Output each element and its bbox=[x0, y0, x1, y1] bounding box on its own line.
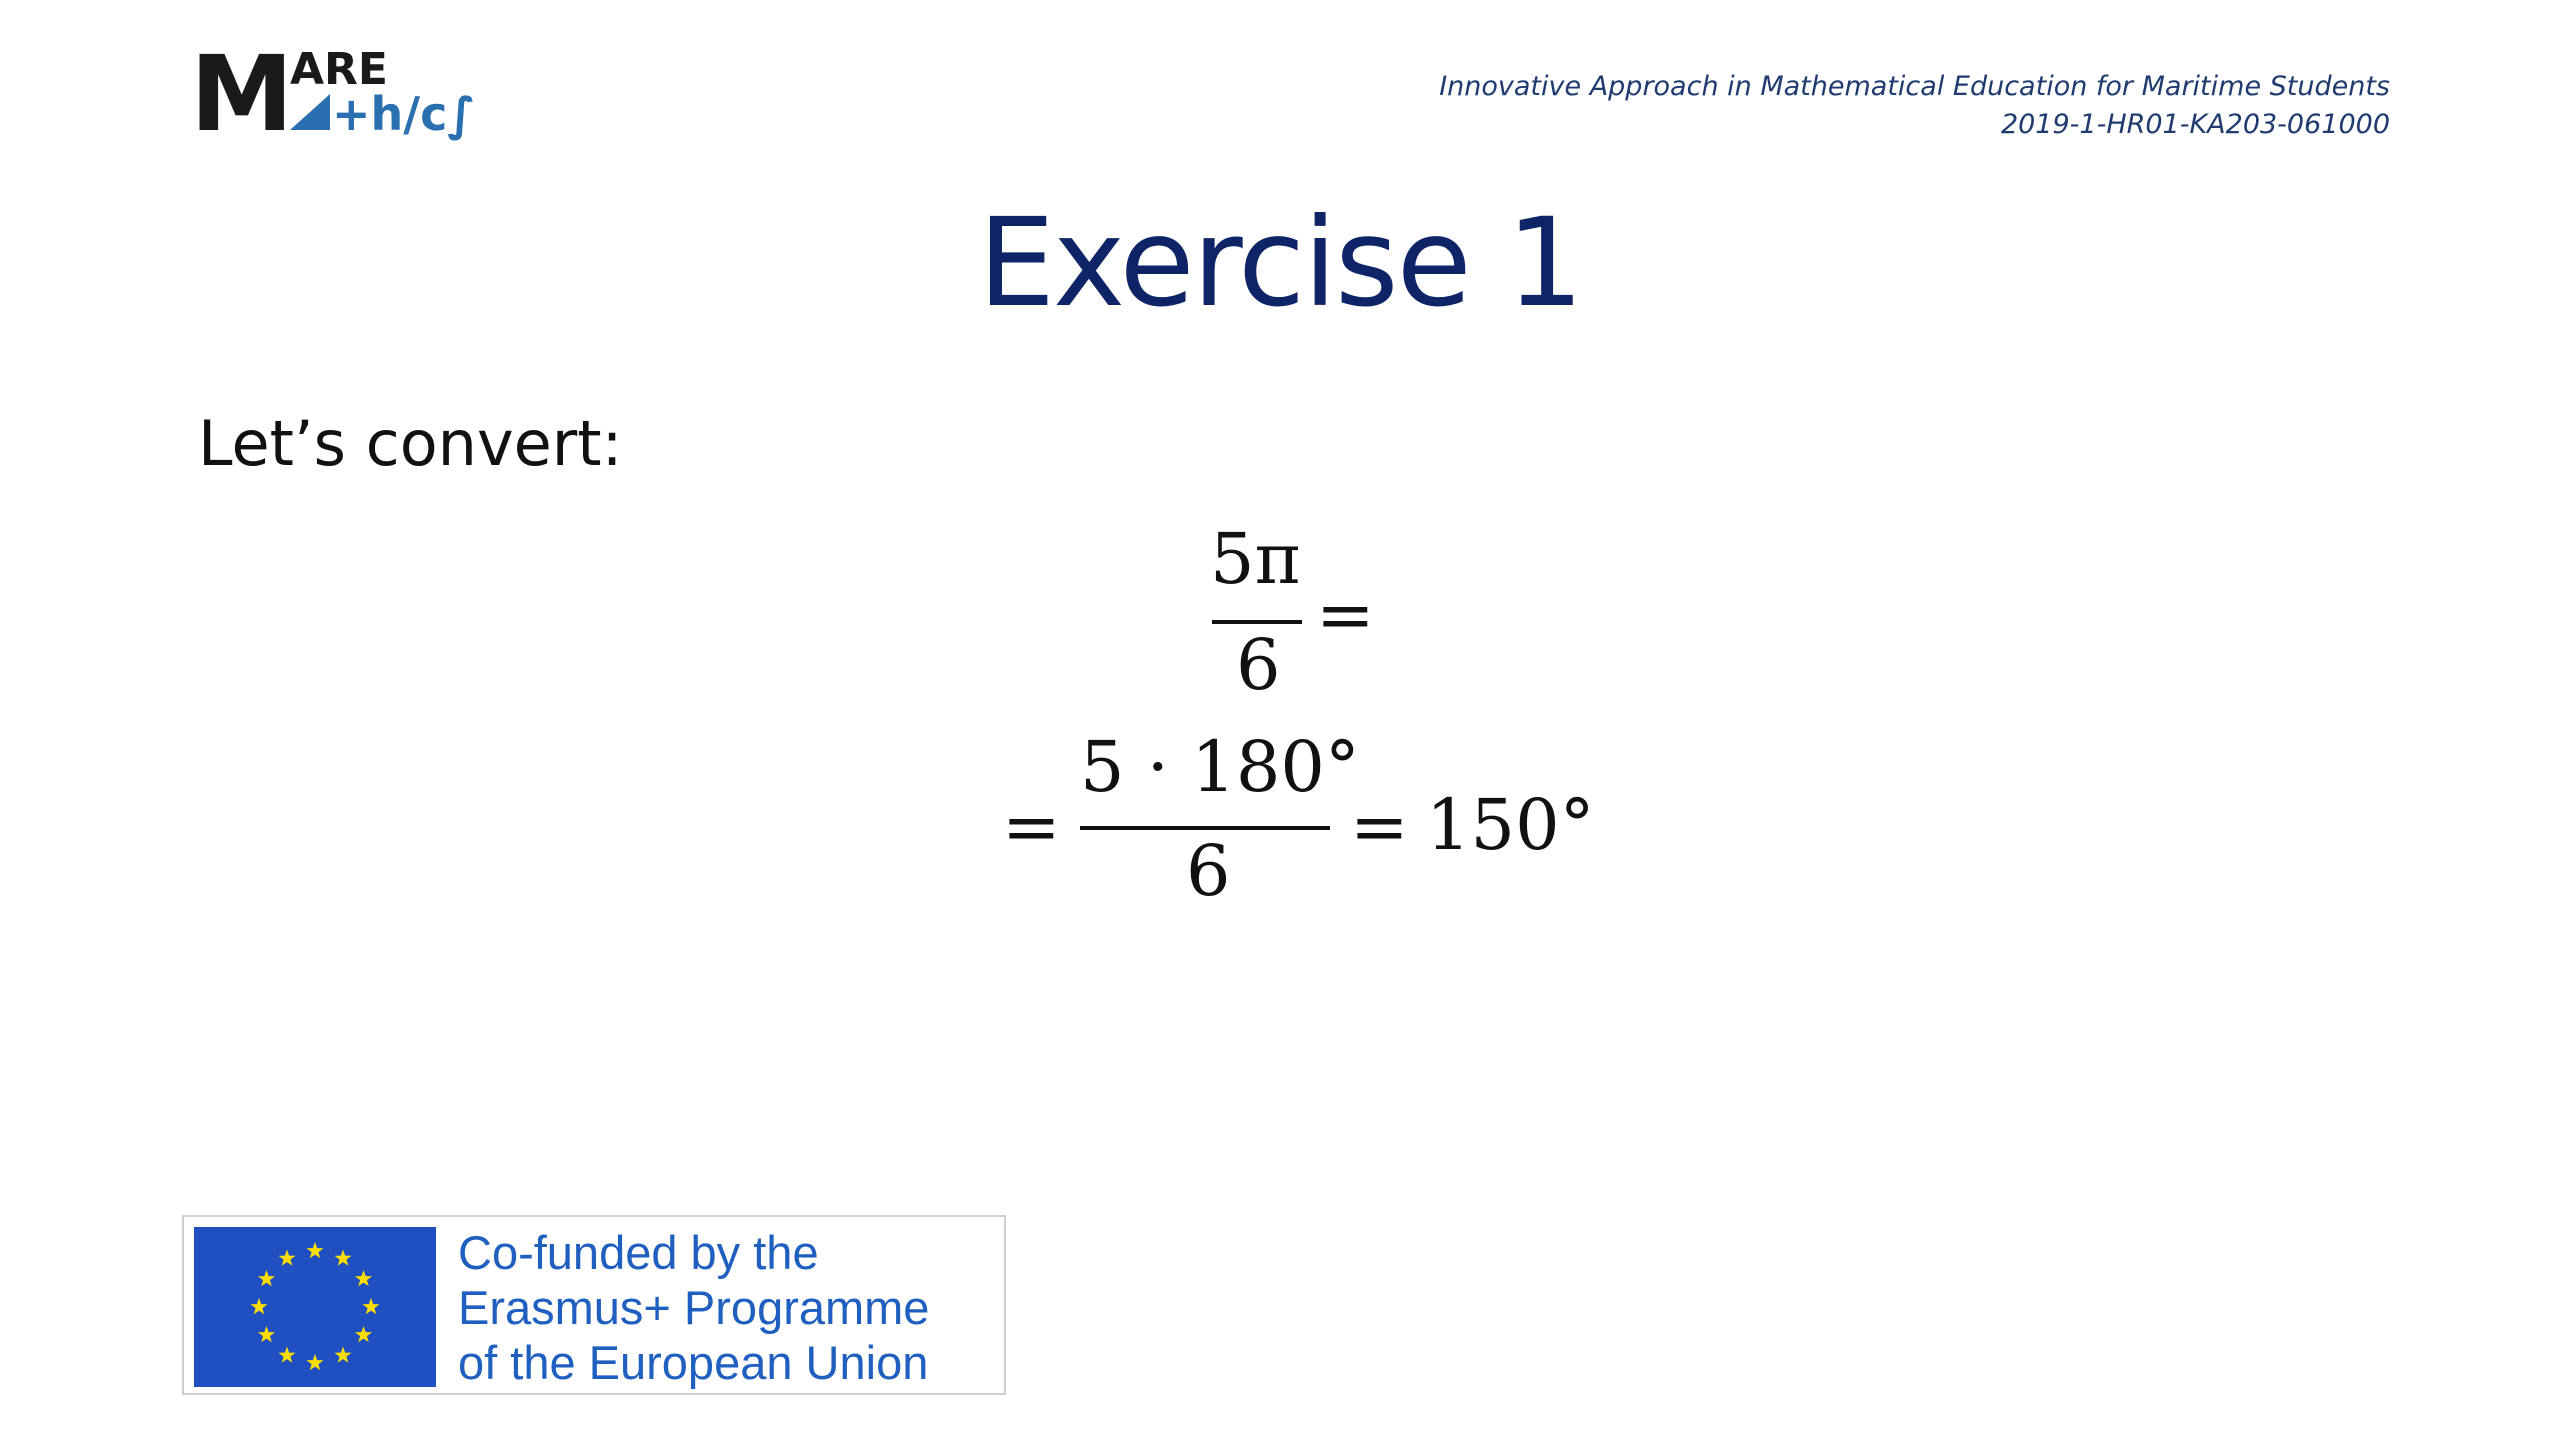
eu-star-icon bbox=[334, 1347, 351, 1363]
fraction2-denominator: 6 bbox=[1186, 830, 1231, 912]
eu-star-icon bbox=[362, 1298, 379, 1314]
eu-star-icon bbox=[355, 1326, 372, 1342]
eu-star-icon bbox=[278, 1347, 295, 1363]
eu-star-icon bbox=[258, 1326, 275, 1342]
eu-badge-text bbox=[458, 1225, 929, 1390]
project-code: 2019-1-HR01-KA203-061000 bbox=[2000, 109, 2390, 140]
eu-star-icon bbox=[278, 1250, 295, 1266]
eu-star-icon bbox=[355, 1270, 372, 1286]
fraction1-numerator: 5π bbox=[1210, 518, 1301, 600]
eu-star-icon bbox=[306, 1242, 323, 1258]
eu-stars-icon bbox=[194, 1227, 436, 1387]
logo-bottom-text: +h/c∫ bbox=[332, 87, 476, 141]
eu-star-icon bbox=[306, 1354, 323, 1370]
logo-top-text: ARE bbox=[290, 44, 388, 95]
logo-big-letter: M bbox=[190, 40, 294, 150]
eu-flag-icon bbox=[194, 1227, 436, 1387]
line1-equals: = bbox=[1316, 574, 1375, 656]
intro-text: Let’s convert: bbox=[198, 407, 623, 480]
result-value: 150° bbox=[1426, 784, 1595, 866]
fraction1-denominator: 6 bbox=[1236, 624, 1281, 706]
eu-star-icon bbox=[258, 1270, 275, 1286]
line2-left-equals: = bbox=[1002, 786, 1061, 868]
fraction2-numerator: 5 · 180° bbox=[1080, 726, 1360, 808]
eu-star-icon bbox=[334, 1250, 351, 1266]
project-title: Innovative Approach in Mathematical Education for Maritime Students bbox=[1439, 71, 2390, 102]
eu-star-icon bbox=[250, 1298, 267, 1314]
eu-cofunding-badge bbox=[182, 1215, 1006, 1395]
eu-badge-line3: of the European Union bbox=[458, 1336, 929, 1389]
page-title: Exercise 1 bbox=[977, 192, 1583, 334]
line2-right-equals: = bbox=[1350, 786, 1409, 868]
eu-badge-line1: Co-funded by the bbox=[458, 1226, 819, 1279]
eu-badge-line2: Erasmus+ Programme bbox=[458, 1281, 930, 1334]
